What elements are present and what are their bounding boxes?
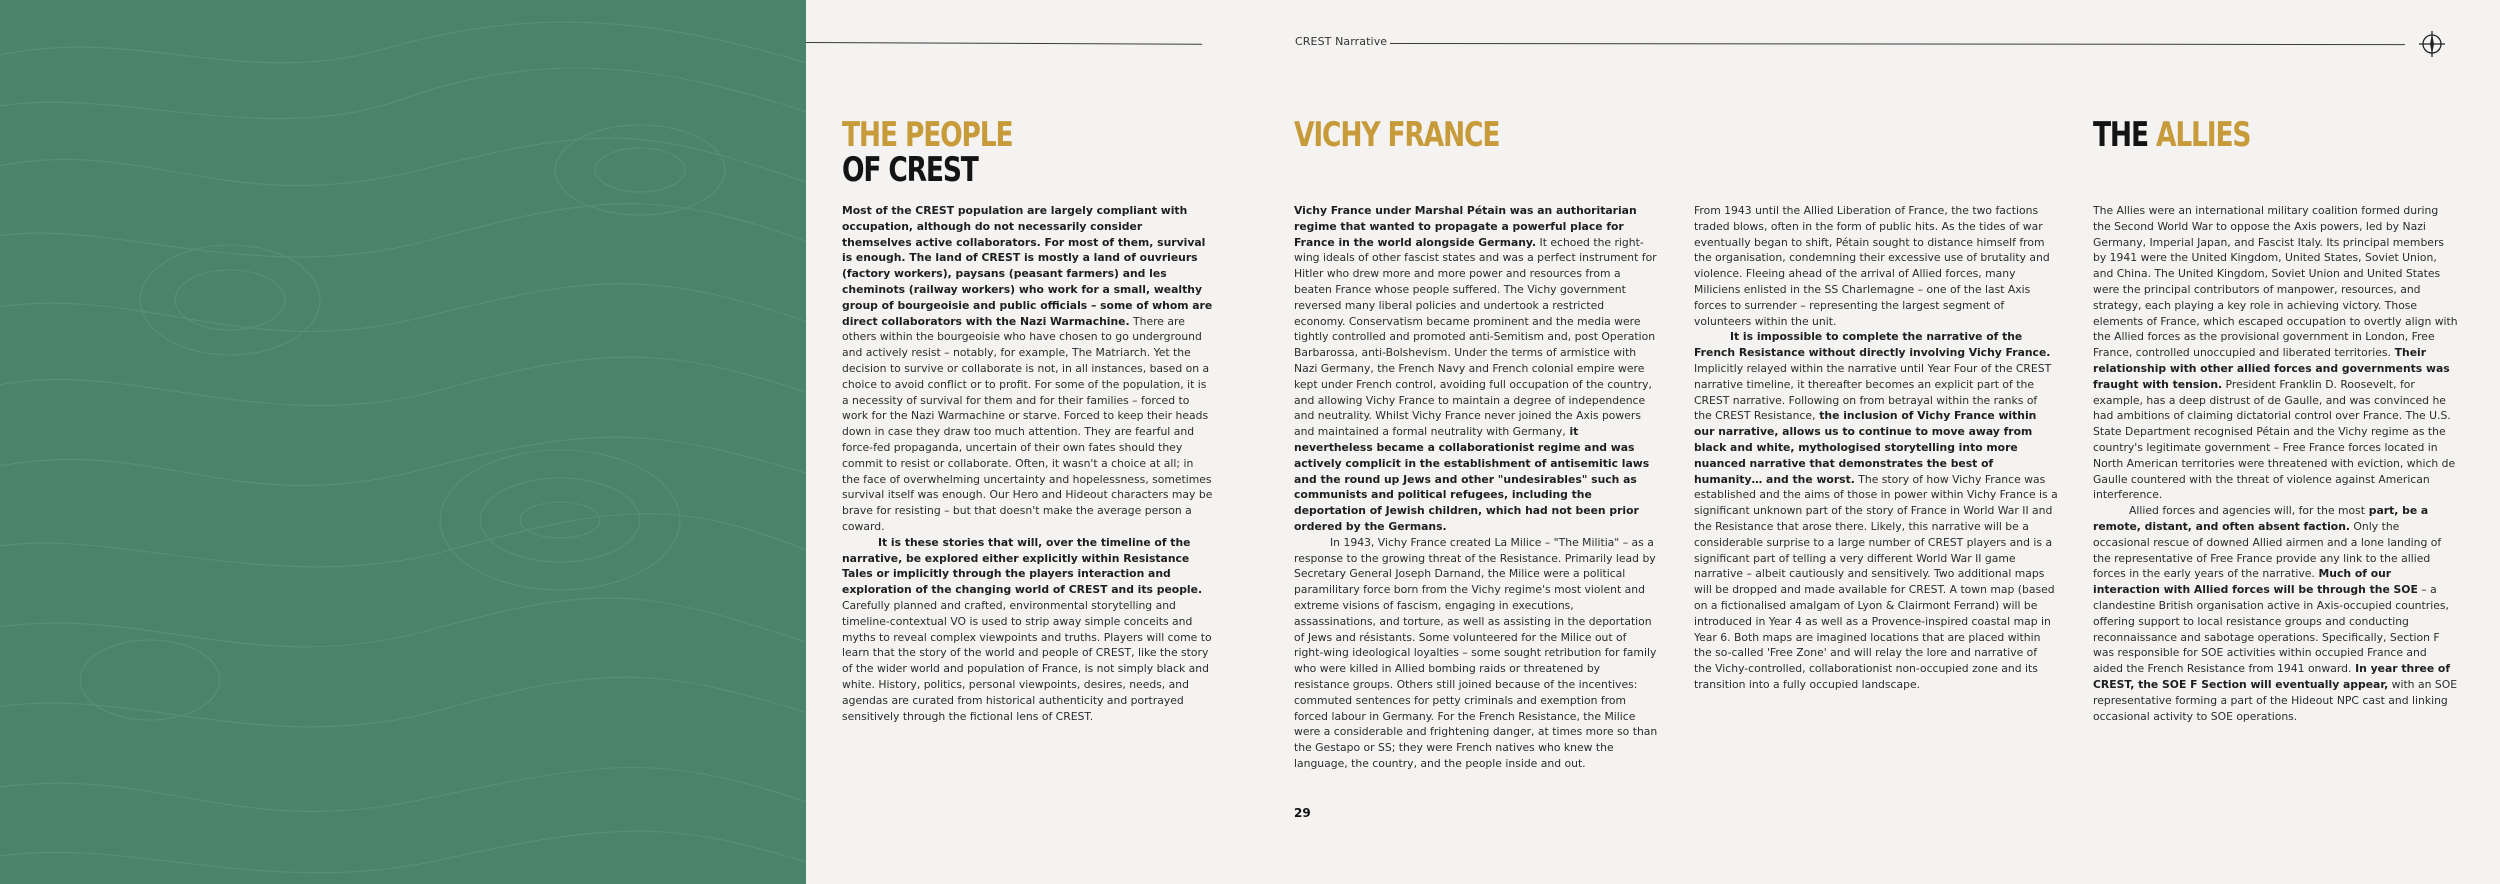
header-label: CREST Narrative	[1295, 35, 1388, 48]
allies-title-word: ALLIES	[2155, 115, 2251, 155]
allies-paragraph-2-bold-a: part, be a remote, distant, and often absent faction.	[2093, 504, 2429, 533]
vichy-cont-paragraph-2-text-b: The story of how Vichy France was established and the aims of those in power within Vichy France is a significant unknown part of the story of France in World War II and the Resistance that arose there. Likely, this narrative will be a considerable surprise to a large number of CREST players and is a significant part of telling a very different World War II game narrative – albeit cautiously and sensitively. Two additional maps will be dropped and made available for CREST. A town map (based on a fictionalised amalgam of Lyon & Clairmont Ferrand) will be introduced in Year 4 as well as a Provence-inspired coastal map in Year 6. Both maps are imagined locations that are placed within the so-called 'Free Zone' and will relay the lore and narrative of the Vichy-controlled, collaborationist non-occupied zone and its transition into a fully occupied landscape.	[1694, 472, 2058, 691]
people-paragraph-1	[842, 203, 1214, 535]
people-paragraph-2-bold: It is these stories that will, over the timeline of the narrative, be explored either explicitly within Resistance Tales or implicitly through the players interaction and exploration of the changing world of CREST and its people.	[842, 535, 1203, 597]
vichy-paragraph-1-bold-b: it nevertheless became a collaborationist regime and was actively complicit in the establishment of antisemitic laws and the round up Jews and other "undesirables" such as communists and political refugees, including the deportation of Jewish children, which had not been prior ordered by the Germans.	[1294, 425, 1650, 533]
allies-paragraph-2-text-a: Allied forces and agencies will, for the most	[2129, 504, 2365, 518]
vichy-cont-paragraph-1: From 1943 until the Allied Liberation of France, the two factions traded blows, often in the form of public hits. As the tides of war eventually began to shift, Pétain sought to distance himself from the organisation, condemning their excessive use of brutality and violence. Fleeing ahead of the arrival of Allied forces, many Miliciens enlisted in the SS Charlemagne – one of the last Axis forces to surrender – representing the largest segment of volunteers within the unit.	[1694, 204, 2050, 328]
compass-rose-icon	[2418, 30, 2446, 58]
allies-paragraph-1-text-b: President Franklin D. Roosevelt, for example, has a deep distrust of de Gaulle, and was convinced he had ambitions of claiming dictatorial control over France. The U.S. State Department recognised Pétain and the Vichy regime as the country's legitimate government – Free France forces located in North American territories were threatened with eviction, which de Gaulle countered with the threat of violence against American interference.	[2093, 377, 2456, 502]
allies-paragraph-2-text-d: with an SOE representative forming a part of the Hideout NPC cast and linking occasional activity to SOE operations.	[2093, 677, 2458, 723]
allies-paragraph-2-bold-c: In year three of CREST, the SOE F Section will eventually appear,	[2093, 662, 2451, 691]
allies-paragraph-2-text-b: Only the occasional rescue of downed Allied airmen and a lone landing of the representative of Free France provide any link to the allied forces in the early years of the narrative.	[2093, 519, 2442, 581]
allies-paragraph-1-bold: Their relationship with other allied forces and governments was fraught with tension.	[2093, 346, 2450, 391]
vichy-cont-paragraph-2-text-a: Implicitly relayed within the narrative until Year Four of the CREST narrative timeline, it thereafter becomes an explicit part of the CREST narrative. Following on from betrayal within the ranks of the CREST Resistance,	[1694, 361, 2052, 423]
allies-paragraph-1	[2093, 203, 2459, 503]
vichy-cont-paragraph-2-bold-b: the inclusion of Vichy France within our narrative, allows us to continue to move away from black and white, mythologised storytelling into more nuanced narrative that demonstrates the best of humanity… and the worst.	[1694, 409, 2037, 486]
people-paragraph-1-bold: Most of the CREST population are largely compliant with occupation, although do not necessarily consider themselves active collaborators. For most of them, survival is enough. The land of CREST is mostly a land of ouvrieurs (factory workers), paysans (peasant farmers) and les cheminots (railway workers) who work for a small, wealthy group of bourgeoisie and public officials – some of whom are direct collaborators with the Nazi Warmachine.	[842, 204, 1213, 328]
vichy-cont-paragraph-2	[1694, 329, 2058, 692]
vichy-paragraph-1	[1294, 203, 1658, 535]
page-number: 29	[1294, 806, 1311, 820]
people-of-crest-title-line2: OF CREST	[842, 150, 978, 190]
vichy-continued-body	[1694, 203, 2058, 693]
allies-body	[2093, 203, 2459, 724]
people-paragraph-2	[842, 535, 1214, 725]
vichy-france-body	[1294, 203, 1658, 772]
people-paragraph-2-text: Carefully planned and crafted, environmental storytelling and timeline-contextual VO is used to strip away simple conceits and myths to reveal complex viewpoints and truths. Players will come to learn that the story of the world and people of CREST, like the story of the wider world and population of France, is not simply black and white. History, politics, personal viewpoints, desires, needs, and agendas are curated from historical authenticity and portrayed sensitively through the fictional lens of CREST.	[842, 598, 1212, 723]
topographic-panel	[0, 0, 806, 884]
allies-paragraph-2	[2093, 503, 2459, 724]
vichy-france-title: VICHY FRANCE	[1294, 115, 1500, 155]
contour-lines-graphic	[0, 0, 806, 884]
vichy-cont-paragraph-2-bold-a: It is impossible to complete the narrative of the French Resistance without directly involving Vichy France.	[1694, 330, 2051, 360]
people-of-crest-body	[842, 203, 1214, 724]
allies-title	[2093, 117, 2250, 153]
people-paragraph-1-text: There are others within the bourgeoisie who have chosen to go underground and actively resist – notably, for example, The Matriarch. Yet the decision to survive or collaborate is not, in all instances, based on a choice to avoid conflict or to profit. For some of the population, it is a necessity of survival for them and for their families – forced to work for the Nazi Warmachine or starve. Forced to keep their heads down in case they draw too much attention. They are fearful and force-fed propaganda, uncertain of their own fates should they commit to resist or collaborate. Often, it wasn't a choice at all; in the face of overwhelming uncertainty and hopelessness, sometimes survival itself was enough. Our Hero and Hideout characters may be brave for resisting – but that doesn't make the average person a coward.	[842, 314, 1213, 533]
allies-paragraph-1-text-a: The Allies were an international military coalition formed during the Second World War to oppose the Axis powers, led by Nazi Germany, Imperial Japan, and Fascist Italy. Its principal members by 1941 were the United Kingdom, United States, Soviet Union, and China. The United Kingdom, Soviet Union and United States were the principal contributors of manpower, resources, and strategy, each playing a key role in achieving victory. Those elements of France, which escaped occupation to overtly align with the Allied forces as the provisional government in London, Free France, controlled unoccupied and liberated territories.	[2093, 204, 2458, 360]
vichy-paragraph-1-text: It echoed the right-wing ideals of other fascist states and was a perfect instrument for Hitler who drew more and more power and resources from a beaten France whose people suffered. The Vichy government reversed many liberal policies and undertook a restricted economy. Conservatism became prominent and the media were tightly controlled and promoted anti-Semitism and, post Operation Barbarossa, anti-Bolshevism. Under the terms of armistice with Nazi Germany, the French Navy and French colonial empire were kept under French control, avoiding full occupation of the country, and allowing Vichy France to maintain a degree of independence and neutrality. Whilst Vichy France never joined the Axis powers and maintained a formal neutrality with Germany,	[1294, 235, 1657, 439]
vichy-paragraph-1-bold-a: Vichy France under Marshal Pétain was an authoritarian regime that wanted to propagate a powerful place for France in the world alongside Germany.	[1294, 204, 1637, 249]
people-of-crest-title-line1: THE PEOPLE	[842, 115, 1013, 155]
allies-title-the: THE	[2093, 115, 2156, 155]
allies-paragraph-2-text-c: – a clandestine British organisation active in Axis-occupied countries, offering support to local resistance groups and conducting reconnaissance and sabotage operations. Specifically, Section F was responsible for SOE activities within occupied France and aided the French Resistance from 1941 onward.	[2093, 583, 2449, 676]
allies-paragraph-2-bold-b: Much of our interaction with Allied forces will be through the SOE	[2093, 567, 2418, 597]
vichy-paragraph-2: In 1943, Vichy France created La Milice – "The Militia" – as a response to the growing threat of the Resistance. Primarily lead by Secretary General Joseph Darnand, the Milice were a political paramilitary force born from the Vichy regime's most violent and extreme visions of fascism, engaging in executions, assassinations, and torture, as well as assisting in the deportation of Jews and résistants. Some volunteered for the Milice out of right-wing ideological loyalties – some sought retribution for family who were killed in Allied bombing raids or threatened by resistance groups. Others still joined because of the incentives: commuted sentences for petty criminals and exemption from forced labour in Germany. For the French Resistance, the Milice were a considerable and frightening danger, at times more so than the Gestapo or SS; they were French natives who knew the language, the country, and the people inside and out.	[1294, 535, 1658, 770]
